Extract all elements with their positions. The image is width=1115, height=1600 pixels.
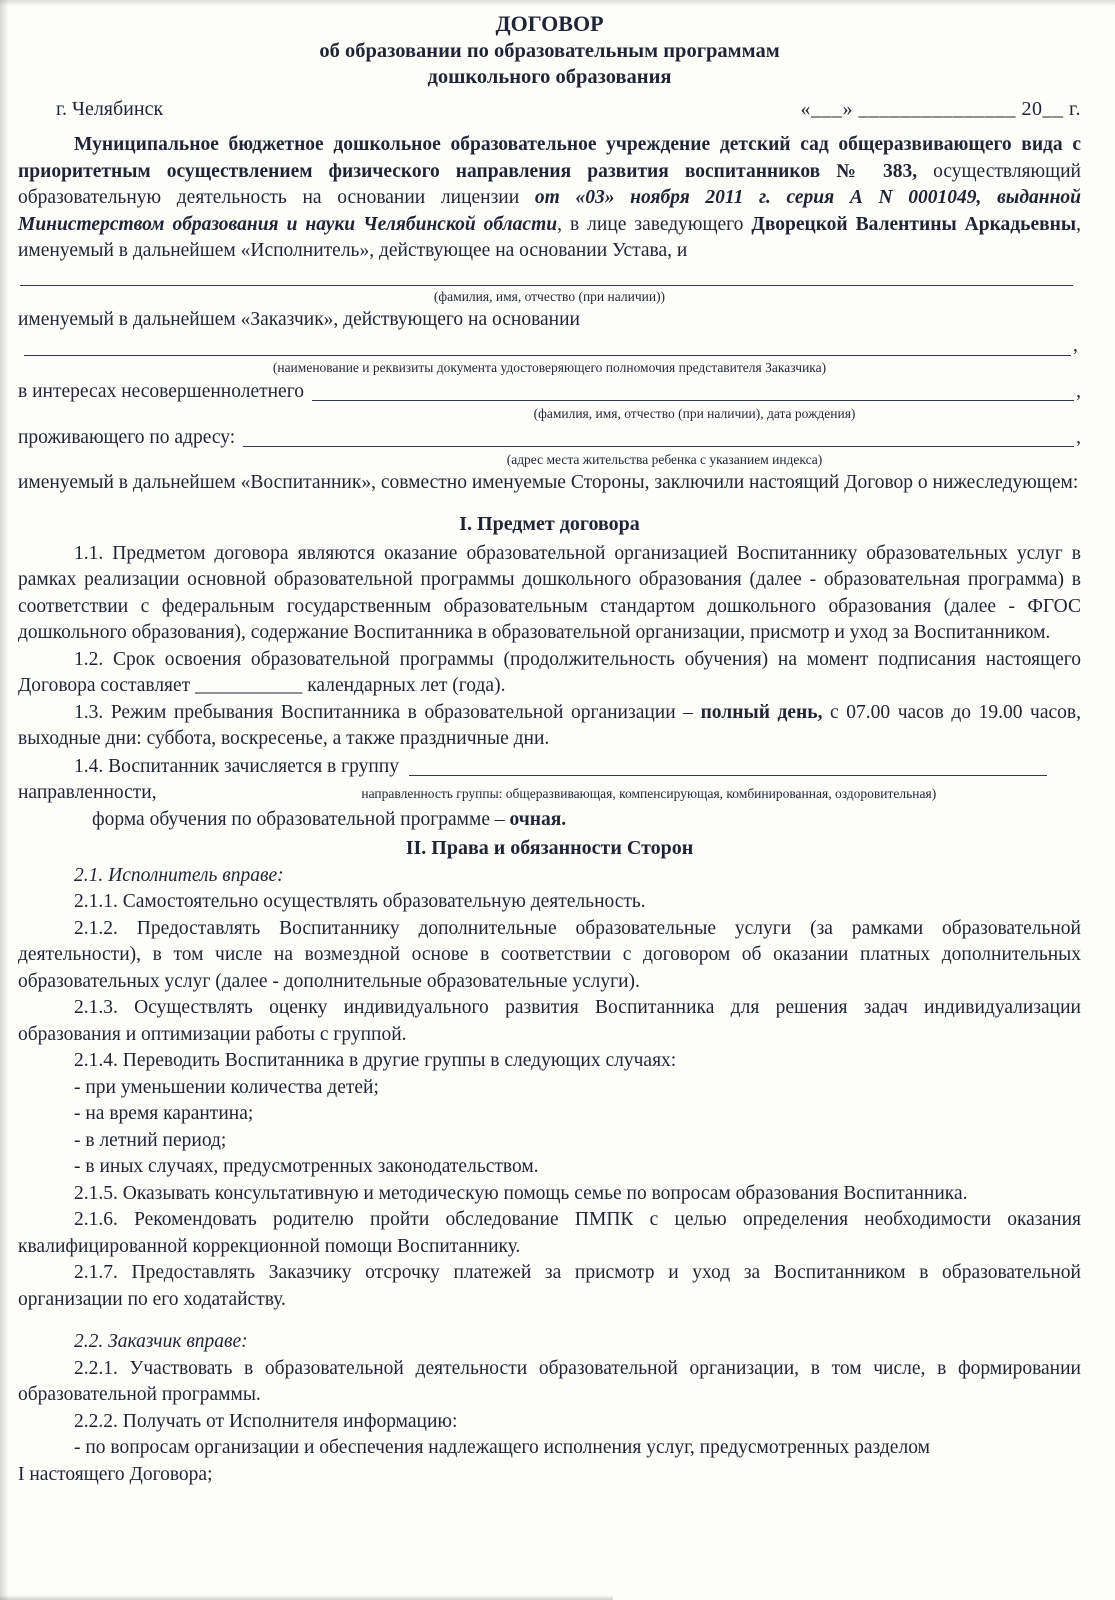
education-form-line bbox=[18, 806, 1081, 833]
clause-2-1-heading: 2.1. Исполнитель вправе: bbox=[74, 864, 284, 886]
caption-address: (адрес места жительства ребенка с указанием индекса) bbox=[506, 452, 823, 467]
list-item-1: - при уменьшении количества детей; bbox=[74, 1076, 379, 1098]
clause-1-4-label: 1.4. Воспитанник зачисляется в группу bbox=[74, 755, 399, 777]
clause-1-3-text-2: с 07.00 часов до 19.00 часов, выходные дни: суббота, воскресенье, а также праздничные дни. bbox=[18, 701, 1081, 749]
blank-line-address bbox=[243, 426, 1074, 447]
clause-2-2-heading: 2.2. Заказчик вправе: bbox=[74, 1331, 248, 1352]
clause-2-1-7: 2.1.7. Предоставлять Заказчику отсрочку платежей за присмотр и уход за Воспитанником в образовательной организации по его ходатайству. bbox=[18, 1262, 1081, 1310]
meta-row bbox=[18, 96, 1081, 122]
blank-line-fill bbox=[24, 335, 1071, 356]
clause-1-4 bbox=[18, 753, 1081, 780]
license-info: от «03» ноября 2011 г. серия А N 0001049, выданной Министерством образования и науки Челябинской области bbox=[18, 187, 1081, 235]
section2-heading: II. Права и обязанности Сторон bbox=[405, 836, 694, 859]
intro-text-3: , именуемый в дальнейшем «Исполнитель», действующее на основании Устава, и bbox=[18, 213, 1081, 261]
customer-line: именуемый в дальнейшем «Заказчик», действующего на основании bbox=[18, 308, 580, 330]
list-item-5-continued: I настоящего Договора; bbox=[18, 1463, 213, 1485]
director-name: Дворецкой Валентины Аркадьевны bbox=[751, 213, 1077, 235]
spacer bbox=[18, 1313, 1081, 1329]
clause-2-2-2: 2.2.2. Получать от Исполнителя информацию: bbox=[74, 1410, 458, 1432]
address-label: проживающего по адресу: bbox=[18, 427, 236, 448]
caption-document: (наименование и реквизиты документа удостоверяющего полномочия представителя Заказчика) bbox=[272, 360, 827, 375]
document-subtitle-2: дошкольного образования bbox=[427, 66, 672, 88]
city-label: г. Челябинск bbox=[56, 98, 164, 120]
comma: , bbox=[1076, 381, 1081, 402]
list-item-4: - в иных случаях, предусмотренных законодательством. bbox=[74, 1156, 539, 1177]
comma: , bbox=[1076, 427, 1081, 448]
list-item-5: - по вопросам организации и обеспечения надлежащего исполнения услуг, предусмотренных разделом bbox=[74, 1437, 930, 1458]
full-day-bold: полный день, bbox=[700, 701, 823, 723]
clause-1-1: 1.1. Предметом договора являются оказание образовательной организацией Воспитаннику образовательных услуг в рамках реализации основной образовательной программы дошкольного образования (далее - образовательная программа) в соответствии с федеральным государственным образовательным стандартом дошкольного образования (далее - ФГОС дошкольного образования), содержание Воспитанника в образовательной организации, присмотр и уход за Воспитанником. bbox=[18, 542, 1081, 643]
blank-line-document bbox=[18, 333, 1081, 359]
clause-2-1-1: 2.1.1. Самостоятельно осуществлять образовательную деятельность. bbox=[74, 891, 646, 912]
clause-1-3-text-1: 1.3. Режим пребывания Воспитанника в образовательной организации – bbox=[74, 701, 701, 723]
parties-paragraph: именуемый в дальнейшем «Воспитанник», совместно именуемые Стороны, заключили настоящий Договор о нижеследующем: bbox=[18, 472, 1079, 493]
ochnaya-bold: очная. bbox=[509, 808, 567, 830]
section1-heading: I. Предмет договора bbox=[459, 512, 640, 535]
caption-minor: (фамилия, имя, отчество (при наличии), дата рождения) bbox=[533, 406, 856, 421]
group-types-note: направленность группы: общеразвивающая, компенсирующая, комбинированная, оздоровительная) bbox=[361, 785, 937, 801]
intro-text-2: , в лице заведующего bbox=[557, 213, 752, 235]
list-item-3: - в летний период; bbox=[74, 1129, 227, 1151]
minor-line bbox=[18, 378, 1081, 405]
clause-1-4-direction bbox=[18, 780, 1081, 806]
document-subtitle-1: об образовании по образовательным программам bbox=[319, 40, 780, 62]
intro-text-1: осуществляющий образовательную деятельность на основании лицензии bbox=[18, 160, 1081, 208]
clause-2-2-1: 2.2.1. Участвовать в образовательной деятельности образовательной организации, в том числе, в формировании образовательной программы. bbox=[18, 1357, 1081, 1405]
comma: , bbox=[1073, 335, 1078, 356]
clause-2-1-5: 2.1.5. Оказывать консультативную и методическую помощь семье по вопросам образования Воспитанника. bbox=[74, 1182, 968, 1204]
org-name-bold: Муниципальное бюджетное дошкольное образовательное учреждение детский сад общеразвивающего вида с приоритетным осуществлением физического направления развития воспитанников № 383, bbox=[18, 134, 1081, 182]
clause-1-3 bbox=[18, 700, 1081, 753]
clause-2-1-2: 2.1.2. Предоставлять Воспитаннику дополнительные образовательные услуги (за рамками образовательной деятельности), в том числе на возмездной основе в соответствии с договором об оказании платных дополнительных образовательных услуг (далее - дополнительные образовательные услуги). bbox=[18, 917, 1081, 992]
blank-line-group bbox=[409, 755, 1047, 776]
document-title: ДОГОВОР bbox=[495, 11, 604, 36]
education-form-text: форма обучения по образовательной программе – bbox=[92, 808, 510, 830]
intro-paragraph bbox=[18, 132, 1081, 265]
clause-2-1-4: 2.1.4. Переводить Воспитанника в другие группы в следующих случаях: bbox=[74, 1050, 677, 1071]
date-blank-field: «___» _______________ 20__ г. bbox=[800, 98, 1081, 120]
list-item-2: - на время карантина; bbox=[74, 1103, 254, 1124]
caption-fio: (фамилия, имя, отчество (при наличии)) bbox=[433, 288, 666, 304]
clause-2-1-6: 2.1.6. Рекомендовать родителю пройти обследование ПМПК с целью определения необходимости оказания квалифицированной коррекционной помощи Воспитаннику. bbox=[18, 1209, 1081, 1257]
blank-line-minor bbox=[312, 380, 1074, 401]
scan-edge-bottom bbox=[0, 1595, 613, 1600]
direction-label: направленности, bbox=[18, 781, 157, 803]
minor-label: в интересах несовершеннолетнего bbox=[18, 381, 304, 402]
clause-1-2: 1.2. Срок освоения образовательной программы (продолжительность обучения) на момент подписания настоящего Договора составляет ___________ календарных лет (года). bbox=[18, 648, 1081, 696]
clause-2-1-3: 2.1.3. Осуществлять оценку индивидуального развития Воспитанника для решения задач индивидуализации образования и оптимизации работы с группой. bbox=[18, 997, 1081, 1045]
address-line bbox=[18, 424, 1081, 451]
blank-line-customer-fio bbox=[20, 265, 1073, 286]
